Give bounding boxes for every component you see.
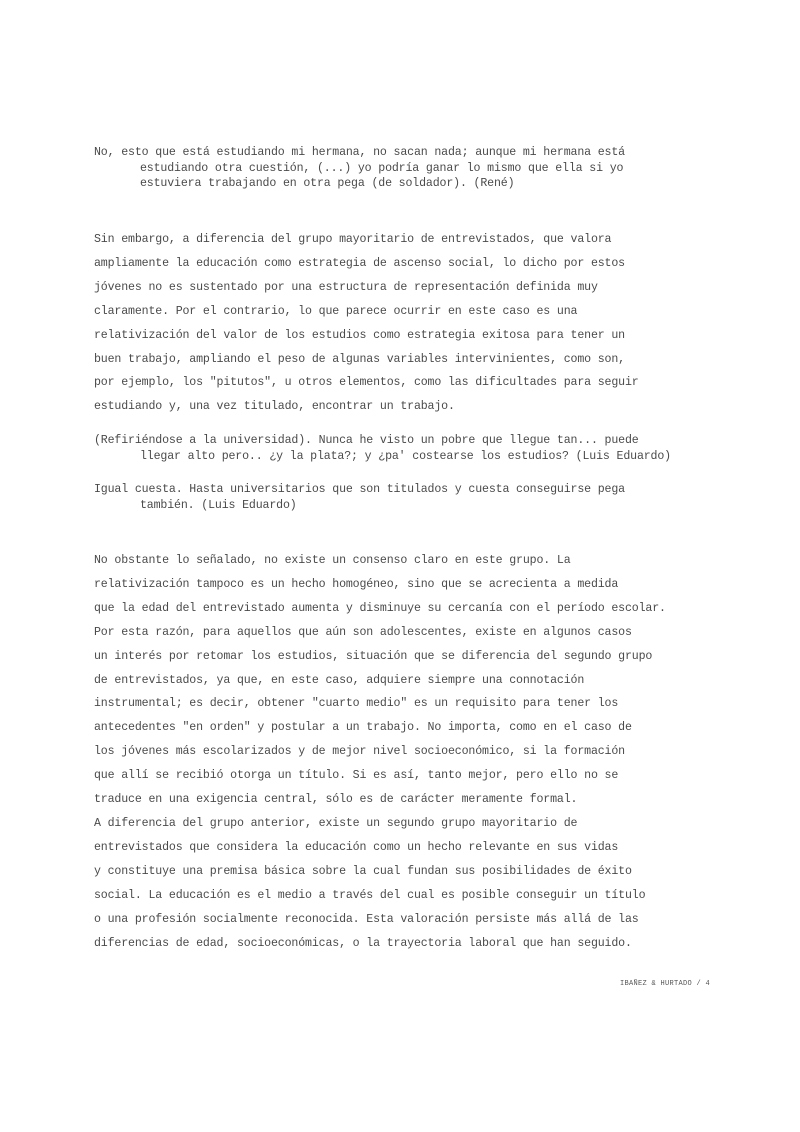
quote-line: también. (Luis Eduardo) — [140, 498, 297, 512]
paragraph-line: o una profesión socialmente reconocida. Esta valoración persiste más allá de las — [94, 912, 639, 926]
quote-line: (Refiriéndose a la universidad). Nunca he visto un pobre que llegue tan... puede — [94, 434, 639, 447]
interview-quote-luis-eduardo-1 — [94, 433, 710, 464]
paragraph-line: diferencias de edad, socioeconómicas, o la trayectoria laboral que han seguido. — [94, 936, 632, 950]
paragraph-line: que la edad del entrevistado aumenta y disminuye su cercanía con el período escolar. — [94, 601, 666, 615]
paragraph-line: por ejemplo, los "pitutos", u otros elementos, como las dificultades para seguir — [94, 376, 639, 390]
quote-line: No, esto que está estudiando mi hermana, no sacan nada; aunque mi hermana está — [94, 146, 625, 159]
paragraph-line: que allí se recibió otorga un título. Si es así, tanto mejor, pero ello no se — [94, 769, 619, 783]
paragraph-line: los jóvenes más escolarizados y de mejor nivel socioeconómico, si la formación — [94, 745, 625, 759]
paragraph-line: antecedentes "en orden" y postular a un trabajo. No importa, como en el caso de — [94, 721, 632, 735]
interview-quote-luis-eduardo-2 — [94, 482, 710, 513]
quote-line: Igual cuesta. Hasta universitarios que son titulados y cuesta conseguirse pega — [94, 483, 625, 496]
paragraph-line: estudiando y, una vez titulado, encontrar un trabajo. — [94, 400, 455, 414]
interview-quote-rene — [94, 145, 710, 192]
page-footer: IBAÑEZ & HURTADO / 4 — [619, 980, 710, 988]
quote-line: estudiando otra cuestión, (...) yo podría ganar lo mismo que ella si yo — [140, 161, 624, 175]
paragraph-line: Por esta razón, para aquellos que aún son adolescentes, existe en algunos casos — [94, 625, 632, 639]
paragraph-line: Sin embargo, a diferencia del grupo mayoritario de entrevistados, que valora — [94, 233, 612, 246]
quote-line: llegar alto pero.. ¿y la plata?; y ¿pa' costearse los estudios? (Luis Eduardo) — [140, 449, 671, 463]
paragraph-line: social. La educación es el medio a través del cual es posible conseguir un título — [94, 888, 646, 902]
paragraph-line: de entrevistados, ya que, en este caso, adquiere siempre una connotación — [94, 673, 585, 687]
paragraph-line: entrevistados que considera la educación como un hecho relevante en sus vidas — [94, 840, 619, 854]
paragraph-line: jóvenes no es sustentado por una estructura de representación definida muy — [94, 280, 598, 294]
paragraph-line: instrumental; es decir, obtener "cuarto medio" es un requisito para tener los — [94, 697, 619, 711]
paragraph-line: y constituye una premisa básica sobre la cual fundan sus posibilidades de éxito — [94, 864, 632, 878]
quote-line: estuviera trabajando en otra pega (de soldador). (René) — [140, 177, 515, 191]
body-paragraph-2 — [94, 549, 710, 955]
paragraph-line: A diferencia del grupo anterior, existe un segundo grupo mayoritario de — [94, 816, 578, 830]
body-paragraph-1 — [94, 228, 710, 419]
paragraph-line: traduce en una exigencia central, sólo es de carácter meramente formal. — [94, 793, 578, 807]
paragraph-line: No obstante lo señalado, no existe un consenso claro en este grupo. La — [94, 554, 571, 567]
paragraph-line: relativización tampoco es un hecho homogéneo, sino que se acrecienta a medida — [94, 577, 619, 591]
paragraph-line: ampliamente la educación como estrategia de ascenso social, lo dicho por estos — [94, 256, 625, 270]
paragraph-line: claramente. Por el contrario, lo que parece ocurrir en este caso es una — [94, 304, 578, 318]
paragraph-line: relativización del valor de los estudios como estrategia exitosa para tener un — [94, 328, 625, 342]
paragraph-line: un interés por retomar los estudios, situación que se diferencia del segundo grupo — [94, 649, 653, 663]
paragraph-line: buen trabajo, ampliando el peso de algunas variables intervinientes, como son, — [94, 352, 625, 366]
